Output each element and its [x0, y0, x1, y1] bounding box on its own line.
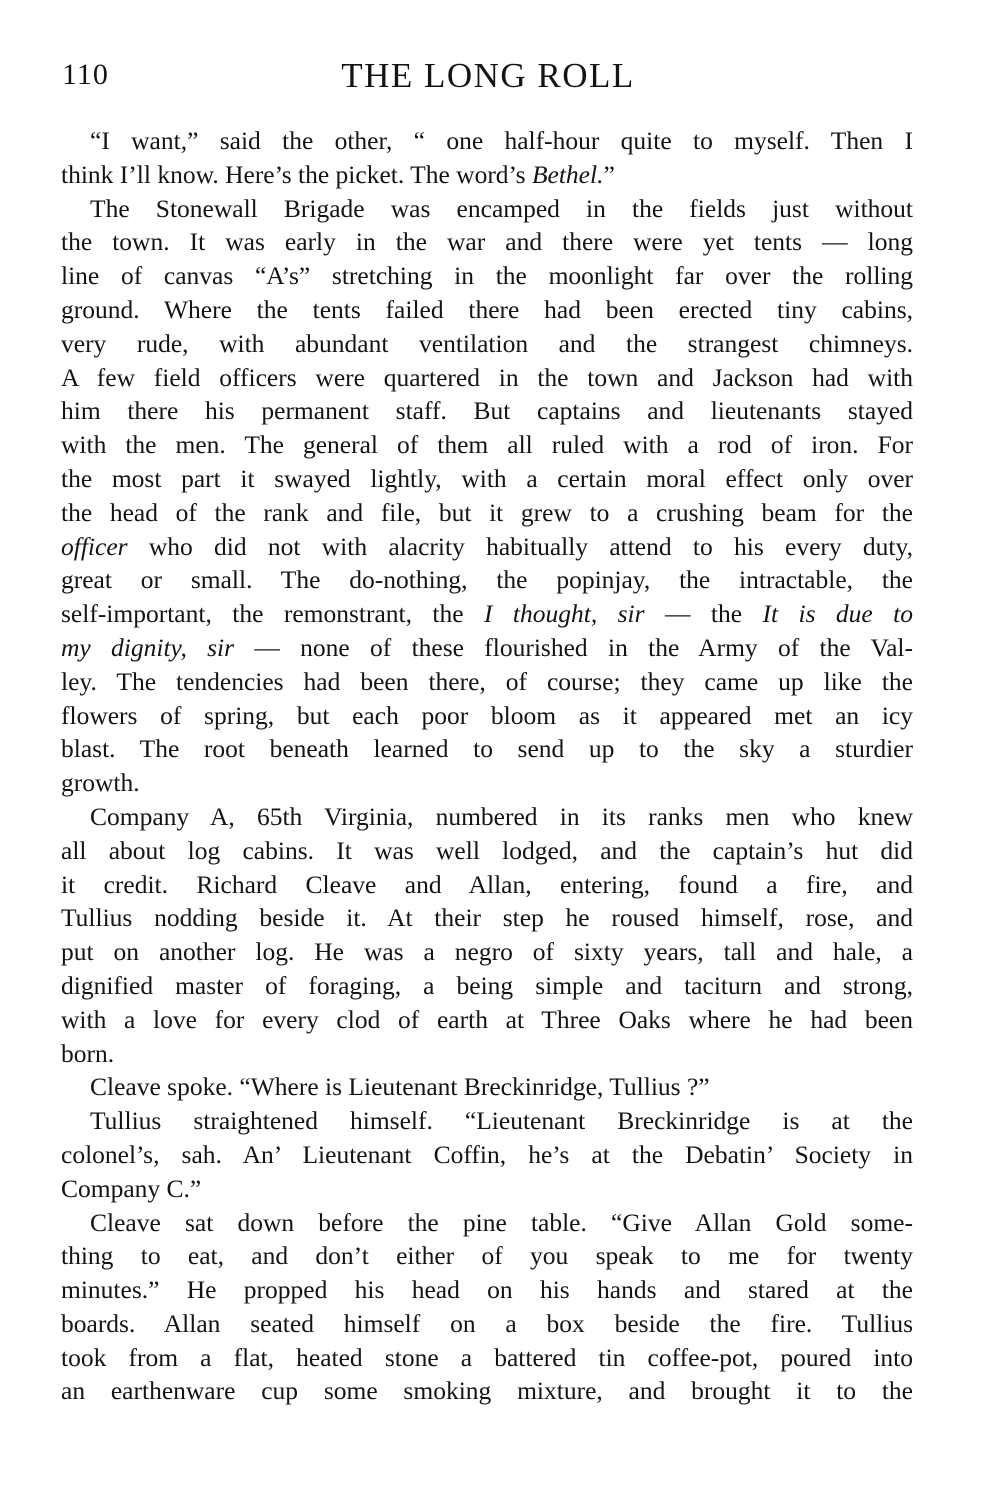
text-line	[61, 259, 913, 293]
text-line	[61, 563, 913, 597]
text-run: minutes.” He propped his head on his hands and stared at the	[61, 1275, 913, 1305]
text-line	[61, 800, 913, 834]
text-line	[61, 665, 913, 699]
text-run: “I want,” said the other, “ one half-hour quite to myself. Then I	[90, 126, 913, 155]
text-run: born.	[61, 1038, 115, 1068]
text-line	[61, 530, 913, 564]
text-run: boards. Allan seated himself on a box beside the fire. Tullius	[61, 1308, 913, 1338]
text-line	[61, 428, 913, 462]
text-line	[61, 732, 913, 766]
text-run: it credit. Richard Cleave and Allan, entering, found a fire, and	[61, 869, 913, 899]
text-line	[61, 699, 913, 733]
text-run: the head of the rank and file, but it grew to a crushing beam for the	[61, 497, 913, 527]
text-run: very rude, with abundant ventilation and the strangest chimneys.	[61, 328, 913, 358]
italic-text: Bethel.	[531, 159, 604, 189]
text-line	[61, 394, 913, 428]
text-run: Company C.”	[61, 1173, 202, 1203]
text-run: ley. The tendencies had been there, of course; they came up like the	[61, 666, 913, 696]
text-line	[61, 496, 913, 530]
text-run: the town. It was early in the war and there were yet tents — long	[61, 227, 913, 257]
text-run: — none of these flourished in the Army of the Val-	[234, 632, 913, 662]
page-header	[62, 56, 914, 100]
text-run: blast. The root beneath learned to send up to the sky a sturdier	[61, 734, 913, 764]
text-line	[61, 192, 913, 226]
text-run: ground. Where the tents failed there had been erected tiny cabins,	[61, 294, 913, 324]
text-line	[61, 1172, 913, 1206]
text-run: The Stonewall Brigade was encamped in the fields just without	[90, 193, 913, 223]
text-line	[61, 1206, 913, 1240]
text-run: ”	[603, 159, 615, 189]
text-run: put on another log. He was a negro of sixty years, tall and hale, a	[61, 937, 913, 967]
running-title: THE LONG ROLL	[341, 56, 635, 95]
text-line	[61, 868, 913, 902]
text-run: A few field officers were quartered in the town and Jackson had with	[61, 362, 913, 392]
page-number: 110	[62, 58, 109, 91]
text-run: took from a flat, heated stone a battered tin coffee-pot, poured into	[61, 1342, 913, 1372]
text-line	[61, 293, 913, 327]
text-line	[61, 597, 913, 631]
text-line	[61, 462, 913, 496]
italic-text: my dignity, sir	[61, 632, 235, 662]
text-run: Cleave spoke. “Where is Lieutenant Breckinridge, Tullius ?”	[90, 1072, 710, 1102]
text-run: Cleave sat down before the pine table. “Give Allan Gold some-	[90, 1207, 913, 1237]
text-line	[61, 225, 913, 259]
text-line	[61, 361, 913, 395]
text-run: Company A, 65th Virginia, numbered in its ranks men who knew	[90, 801, 913, 831]
text-run: line of canvas “A’s” stretching in the moonlight far over the rolling	[61, 261, 913, 291]
text-run: dignified master of foraging, a being simple and taciturn and strong,	[61, 970, 913, 1000]
text-line	[61, 1104, 913, 1138]
text-line	[61, 1003, 913, 1037]
text-run: with a love for every clod of earth at Three Oaks where he had been	[61, 1004, 913, 1034]
text-run: Tullius straightened himself. “Lieutenant Breckinridge is at the	[90, 1106, 913, 1136]
text-run: thing to eat, and don’t either of you speak to me for twenty	[61, 1241, 913, 1271]
text-run: think I’ll know. Here’s the picket. The word’s	[61, 159, 532, 189]
text-line	[61, 1374, 913, 1408]
text-line	[61, 158, 913, 192]
text-line	[61, 1070, 913, 1104]
text-line	[61, 1307, 913, 1341]
text-line	[61, 631, 913, 665]
text-run: the most part it swayed lightly, with a certain moral effect only over	[61, 463, 913, 493]
text-run: flowers of spring, but each poor bloom as it appeared met an icy	[61, 700, 913, 730]
text-run: him there his permanent staff. But captains and lieutenants stayed	[61, 396, 913, 426]
text-line	[61, 969, 913, 1003]
text-run: growth.	[61, 768, 140, 798]
text-line	[61, 935, 913, 969]
text-run: with the men. The general of them all ruled with a rod of iron. For	[61, 430, 913, 460]
text-run: — the	[644, 599, 763, 629]
text-line	[61, 766, 913, 800]
text-line	[61, 1273, 913, 1307]
text-line	[61, 124, 913, 158]
text-run: self-important, the remonstrant, the	[61, 599, 484, 629]
text-run: great or small. The do-nothing, the popinjay, the intractable, the	[61, 565, 913, 595]
text-line	[61, 834, 913, 868]
text-line	[61, 901, 913, 935]
italic-text: I thought, sir	[484, 599, 645, 629]
text-run: Tullius nodding beside it. At their step he roused himself, rose, and	[61, 903, 913, 933]
text-run: an earthenware cup some smoking mixture, and brought it to the	[61, 1376, 913, 1406]
text-run: who did not with alacrity habitually attend to his every duty,	[127, 531, 913, 561]
text-line	[61, 327, 913, 361]
text-line	[61, 1037, 913, 1071]
italic-text: It is due to	[762, 599, 913, 629]
text-run: all about log cabins. It was well lodged, and the captain’s hut did	[61, 835, 913, 865]
text-line	[61, 1239, 913, 1273]
text-line	[61, 1341, 913, 1375]
body-text	[61, 124, 913, 1408]
italic-text: officer	[61, 531, 128, 561]
text-line	[61, 1138, 913, 1172]
text-run: colonel’s, sah. An’ Lieutenant Coffin, he’s at the Debatin’ Society in	[61, 1139, 913, 1169]
